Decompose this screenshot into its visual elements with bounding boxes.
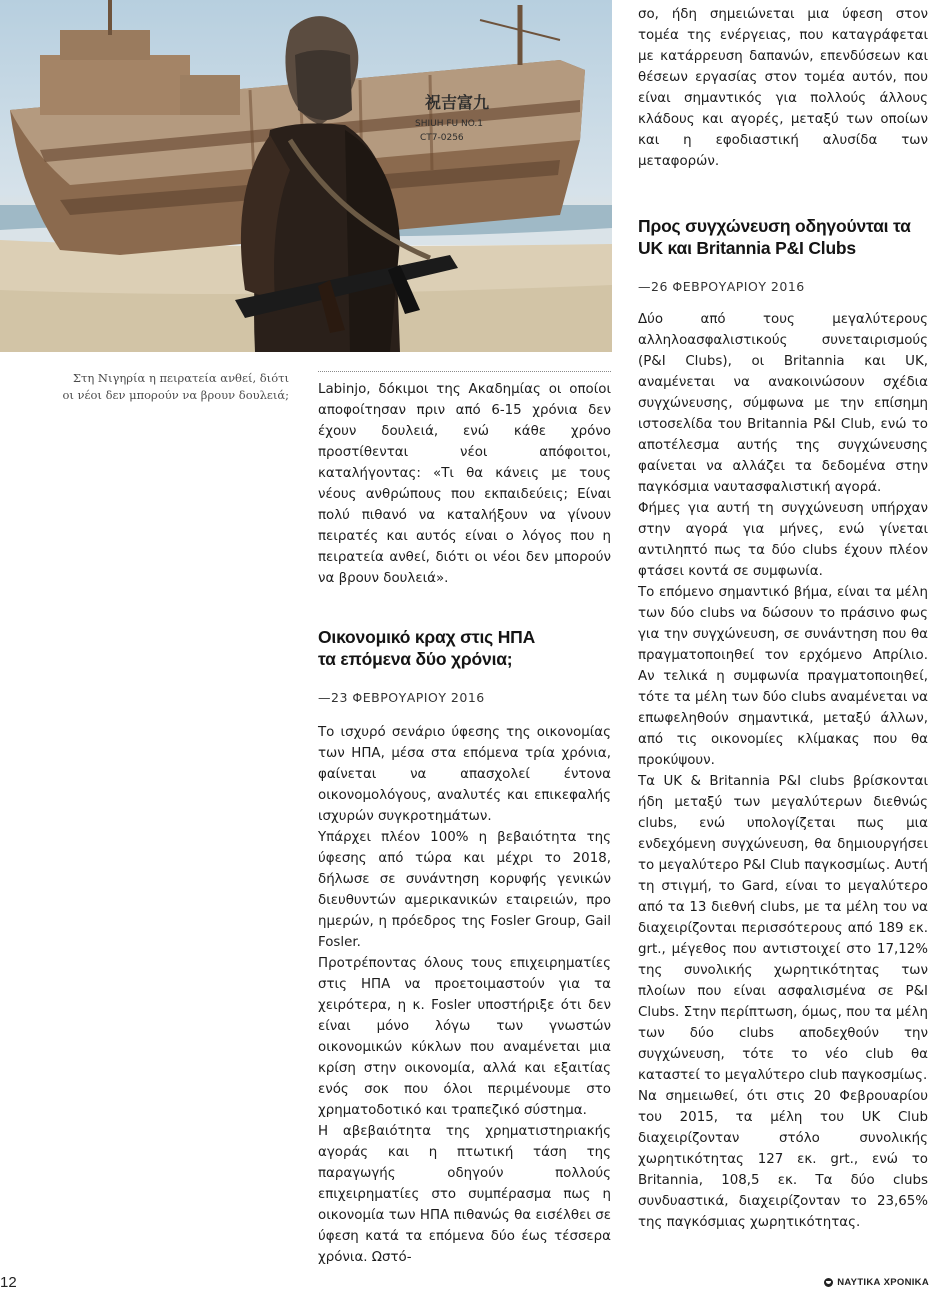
page-number: 12	[0, 1274, 17, 1291]
ship-and-pirate-illustration	[0, 0, 612, 352]
heading-line: τα επόμενα δύο χρόνια;	[318, 649, 513, 669]
photo-caption: Στη Νιγηρία η πειρατεία ανθεί, διότι οι νέοι δεν μπορούν να βρουν δουλειά;	[62, 371, 289, 402]
caption-divider	[318, 371, 611, 372]
svg-text:祝吉富九: 祝吉富九	[425, 93, 490, 112]
middle-column	[318, 379, 611, 1268]
body-paragraph: Δύο από τους μεγαλύτερους αλληλοασφαλιστικούς συνεταιρισμούς (P&I Clubs), οι Britannia και UK, αναμένεται να ανακοινώσουν σχέδια συγχώνευσης, σύμφωνα με την επίσημη ιστοσελίδα του Britannia P&I Club, ενώ το αποτέλεσμα αυτής της συγχώνευσης φαίνεται να αλλάζει τα δεδομένα στην παγκόσμια ναυτασφαλιστική αγορά.	[638, 312, 928, 495]
ship-number: CT7-0256	[420, 133, 464, 143]
brand-name: ΝΑΥΤΙΚΑ ΧΡΟΝΙΚΑ	[837, 1277, 929, 1288]
continued-paragraph: Labinjo, δόκιμοι της Ακαδημίας οι οποίοι αποφοίτησαν πριν από 6-15 χρόνια δεν έχουν δουλειά, ενώ κάθε χρόνο προστίθενται νέοι απόφοιτοι, καταλήγοντας: «Τι θα κάνεις με τους νέους ανθρώπους που εκπαιδεύεις; Είναι πολύ πιθανό να καταλήξουν να γίνουν πειρατές και αυτός είναι ο λόγος που η πειρατεία ανθεί, διότι οι νέοι δεν μπορούν να βρουν δουλειά».	[318, 382, 611, 586]
body-paragraph: Η αβεβαιότητα της χρηματιστηριακής αγοράς και η πτωτική τάση της παραγωγής οδηγούν πολλούς επιχειρηματίες στο συμπέρασμα πως η οικονομία των ΗΠΑ πιθανώς θα εισέλθει σε ύφεση κατά τα επόμενα δύο έως τέσσερα χρόνια. Ωστό-	[318, 1124, 611, 1265]
ship-logo-icon	[824, 1278, 833, 1287]
article-date: —26 ΦΕΒΡΟΥΑΡΙΟΥ 2016	[638, 279, 805, 294]
publication-brand	[824, 1277, 929, 1288]
continued-paragraph: σο, ήδη σημειώνεται μια ύφεση στον τομέα της ενέργειας, που καταγράφεται με κατάρρευση δαπανών, επενδύσεων και θέσεων εργασίας στον τομέα αυτόν, που είναι σημαντικός για πολλούς άλλους κλάδους και αγορές, μεταξύ των οποίων και η εφοδιαστική αλυσίδα των μεταφορών.	[638, 7, 928, 169]
heading-line: Προς συγχώνευση οδηγούνται τα	[638, 216, 911, 236]
body-paragraph: Το ισχυρό σενάριο ύφεσης της οικονομίας των ΗΠΑ, μέσα στα επόμενα τρία χρόνια, φαίνεται να απασχολεί έντονα οικονομολόγους, αναλυτές και επικεφαλής ισχυρών συγκροτημάτων.	[318, 725, 611, 824]
heading-line: UK και Britannia P&I Clubs	[638, 238, 856, 258]
ship-hull-text: SHIUH FU NO.1	[415, 119, 484, 129]
article-heading-us-crash	[318, 626, 611, 670]
article-date: —23 ΦΕΒΡΟΥΑΡΙΟΥ 2016	[318, 690, 485, 705]
article-photo	[0, 0, 612, 352]
body-paragraph: Τα UK & Britannia P&I clubs βρίσκονται ήδη μεταξύ των μεγαλύτερων διεθνώς clubs, ενώ υπολογίζεται πως μια ενδεχόμενη συγχώνευση, θα δημιουργήσει το μεγαλύτερο P&I Club παγκοσμίως. Αυτή τη στιγμή, το Gard, είναι το μεγαλύτερο από τα 13 διεθνή clubs, με τα μέλη του να διαχειρίζονται περισσότερους από 189 εκ. grt., μέγεθος που αντιστοιχεί στο 17,12% της συνολικής χωρητικότητας των πλοίων που είναι ασφαλισμένα σε P&I Clubs. Στην περίπτωση, όμως, που τα μέλη των δύο clubs αποδεχθούν την συγχώνευση, τότε το νέο club θα καταστεί το μεγαλύτερο club παγκοσμίως.	[638, 774, 928, 1083]
body-paragraph: Το επόμενο σημαντικό βήμα, είναι τα μέλη των δύο clubs να δώσουν το πράσινο φως για την συγχώνευση, σε συνάντηση που θα πραγματοποιηθεί τον ερχόμενο Απρίλιο. Αν τελικά η συμφωνία πραγματοποιηθεί, τότε τα μέλη των δύο clubs αναμένεται να επωφεληθούν σημαντικά, μεταξύ άλλων, από τις οικονομίες κλίμακας που θα προκύψουν.	[638, 585, 928, 768]
body-paragraph: Φήμες για αυτή τη συγχώνευση υπήρχαν στην αγορά για μήνες, ενώ γίνεται αντιληπτό πως τα δύο clubs έχουν πλέον φτάσει κοντά σε συμφωνία.	[638, 501, 928, 579]
body-paragraph: Προτρέποντας όλους τους επιχειρηματίες στις ΗΠΑ να προετοιμαστούν για τα χειρότερα, η κ. Fosler υποστήριξε ότι δεν είναι μόνο λόγω των γνωστών οικονομικών κύκλων που αναμένεται μια κρίση στην οικονομία, αλλά και εξαιτίας ενός σοκ που όλοι περιμένουμε στο χρηματοδοτικό και τραπεζικό σύστημα.	[318, 956, 611, 1118]
article-heading-pi-clubs	[638, 215, 928, 259]
right-column	[638, 4, 928, 1233]
heading-line: Οικονομικό κραχ στις ΗΠΑ	[318, 627, 536, 647]
body-paragraph: Να σημειωθεί, ότι στις 20 Φεβρουαρίου του 2015, τα μέλη του UK Club διαχειρίζονταν στόλο συνολικής χωρητικότητας 127 εκ. grt., ενώ το Britannia, 108,5 εκ. Τα δύο clubs συνδυαστικά, διαχειρίζονταν το 23,65% της παγκόσμιας χωρητικότητας.	[638, 1089, 928, 1230]
body-paragraph: Υπάρχει πλέον 100% η βεβαιότητα της ύφεσης από τώρα και μέχρι το 2018, δήλωσε σε συνάντηση κορυφής γενικών διευθυντών αμερικανικών εταιρειών, προ ημερών, η πρόεδρος της Fosler Group, Gail Fosler.	[318, 830, 611, 950]
